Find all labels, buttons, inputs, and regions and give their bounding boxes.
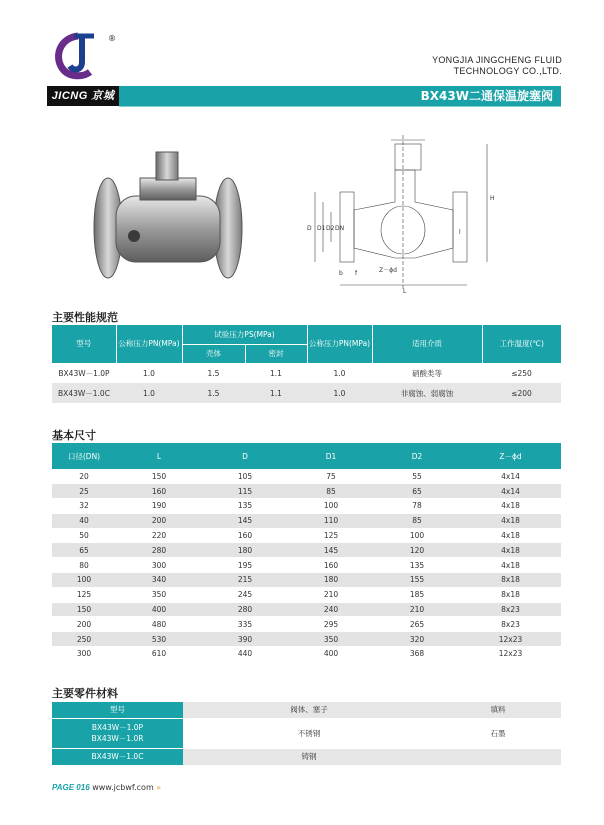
dims-cell: 265 — [374, 617, 460, 632]
dims-cell: 190 — [116, 499, 202, 514]
table-row: BX43W－1.0C 铸钢 — [52, 748, 561, 765]
table-row — [52, 587, 561, 602]
dims-cell: 180 — [288, 573, 374, 588]
dims-cell: 4x18 — [460, 543, 561, 558]
dims-cell: 32 — [52, 499, 116, 514]
dims-cell: 440 — [202, 647, 288, 662]
dims-cell: 4x14 — [460, 484, 561, 499]
dims-cell: 340 — [116, 573, 202, 588]
footer — [52, 783, 161, 792]
dims-cell: 400 — [288, 647, 374, 662]
dims-cell: 4x18 — [460, 558, 561, 573]
dims-cell: 400 — [116, 602, 202, 617]
table-row — [52, 573, 561, 588]
dims-cell: 115 — [202, 484, 288, 499]
dims-cell: 480 — [116, 617, 202, 632]
mat-h-pack: 填料 — [435, 702, 561, 718]
label-b: b — [339, 270, 343, 277]
dims-h-D: D — [202, 443, 288, 469]
table-row: BX43W－1.0P BX43W－1.0R 不锈钢 石墨 — [52, 718, 561, 748]
table-row — [52, 617, 561, 632]
spec-h-temp: 工作温度(℃) — [482, 325, 561, 363]
table-row — [52, 513, 561, 528]
dims-cell: 220 — [116, 528, 202, 543]
dims-cell: 250 — [52, 632, 116, 647]
table-row — [52, 602, 561, 617]
dims-cell: 4x18 — [460, 528, 561, 543]
website-url: www.jcbwf.com — [92, 783, 154, 792]
dims-h-L: L — [116, 443, 202, 469]
dims-cell: 245 — [202, 587, 288, 602]
dims-cell: 78 — [374, 499, 460, 514]
arrows-icon: » — [156, 783, 162, 792]
dims-cell: 180 — [202, 543, 288, 558]
table-row — [52, 499, 561, 514]
dims-cell: 65 — [374, 484, 460, 499]
spec-h-medium: 适用介质 — [372, 325, 482, 363]
company-line-2: TECHNOLOGY CO.,LTD. — [453, 66, 562, 76]
dims-cell: 300 — [52, 647, 116, 662]
dims-cell: 85 — [288, 484, 374, 499]
dims-cell: 300 — [116, 558, 202, 573]
label-z: Z－ϕd — [379, 267, 397, 274]
dims-cell: 8x23 — [460, 602, 561, 617]
company-name — [432, 55, 562, 77]
dims-cell: 65 — [52, 543, 116, 558]
dims-cell: 4x14 — [460, 469, 561, 484]
dims-cell: 8x18 — [460, 587, 561, 602]
dims-cell: 4x18 — [460, 513, 561, 528]
dims-cell: 100 — [374, 528, 460, 543]
spec-h-shell: 壳体 — [182, 344, 245, 363]
registered-mark: ® — [108, 34, 116, 43]
title-bar — [119, 86, 561, 106]
dims-cell: 335 — [202, 617, 288, 632]
table-row — [52, 632, 561, 647]
label-l: l — [459, 229, 461, 236]
dims-cell: 160 — [288, 558, 374, 573]
dims-h-dn: 口径(DN) — [52, 443, 116, 469]
label-L: L — [403, 288, 407, 295]
label-D: D — [307, 225, 312, 232]
company-line-1: YONGJIA JINGCHENG FLUID — [432, 55, 562, 65]
dims-h-z: Z－ϕd — [460, 443, 561, 469]
dims-cell: 160 — [116, 484, 202, 499]
dims-cell: 195 — [202, 558, 288, 573]
dims-cell: 210 — [374, 602, 460, 617]
materials-table — [52, 702, 561, 766]
label-H: H — [490, 195, 495, 202]
dims-cell: 8x23 — [460, 617, 561, 632]
dims-cell: 75 — [288, 469, 374, 484]
dims-cell: 40 — [52, 513, 116, 528]
spec-h-model: 型号 — [52, 325, 116, 363]
dims-cell: 4x18 — [460, 499, 561, 514]
table-row — [52, 558, 561, 573]
materials-title: 主要零件材料 — [52, 687, 118, 700]
dims-cell: 295 — [288, 617, 374, 632]
table-row — [52, 647, 561, 662]
table-row: BX43W－1.0P 1.0 1.5 1.1 1.0 硝酸类等 ≤250 — [58, 368, 532, 378]
dims-cell: 85 — [374, 513, 460, 528]
company-logo — [48, 32, 108, 82]
dims-cell: 390 — [202, 632, 288, 647]
dims-cell: 120 — [374, 543, 460, 558]
dims-cell: 100 — [288, 499, 374, 514]
dims-cell: 160 — [202, 528, 288, 543]
dims-cell: 20 — [52, 469, 116, 484]
page-number: PAGE 016 — [52, 783, 90, 792]
product-title: BX43W二通保温旋塞阀 — [420, 89, 553, 103]
dims-cell: 145 — [288, 543, 374, 558]
dims-h-D1: D1 — [288, 443, 374, 469]
spec-h-seal: 密封 — [245, 344, 307, 363]
dims-cell: 8x18 — [460, 573, 561, 588]
dims-cell: 12x23 — [460, 632, 561, 647]
dims-cell: 50 — [52, 528, 116, 543]
valve-photo — [88, 148, 248, 288]
table-row — [52, 484, 561, 499]
dims-title: 基本尺寸 — [52, 429, 96, 442]
dims-cell: 350 — [288, 632, 374, 647]
label-D2: D2 — [326, 225, 335, 232]
dims-cell: 320 — [374, 632, 460, 647]
dims-cell: 105 — [202, 469, 288, 484]
label-D1: D1 — [317, 225, 326, 232]
table-row — [52, 469, 561, 484]
dims-cell: 125 — [52, 587, 116, 602]
logo-band: JICNG 京城 — [47, 86, 119, 106]
dims-cell: 185 — [374, 587, 460, 602]
dims-cell: 350 — [116, 587, 202, 602]
dims-cell: 280 — [202, 602, 288, 617]
dims-cell: 210 — [288, 587, 374, 602]
dims-cell: 610 — [116, 647, 202, 662]
page-header — [0, 0, 604, 110]
spec-h-pn: 公称压力PN(MPa) — [116, 325, 182, 363]
table-row: BX43W－1.0C 1.0 1.5 1.1 1.0 非腐蚀、弱腐蚀 ≤200 — [52, 383, 561, 403]
dims-cell: 155 — [374, 573, 460, 588]
dims-cell: 200 — [52, 617, 116, 632]
dims-cell: 240 — [288, 602, 374, 617]
spec-table — [52, 325, 561, 403]
dims-cell: 125 — [288, 528, 374, 543]
label-DN: DN — [335, 225, 345, 232]
table-row — [52, 528, 561, 543]
dims-cell: 200 — [116, 513, 202, 528]
spec-h-pn2: 公称压力PN(MPa) — [307, 325, 372, 363]
section-drawing — [295, 130, 530, 295]
dims-cell: 55 — [374, 469, 460, 484]
dims-cell: 150 — [52, 602, 116, 617]
label-f: f — [355, 270, 358, 277]
dims-cell: 145 — [202, 513, 288, 528]
dims-table — [52, 443, 561, 662]
spec-h-test: 试验压力PS(MPa) — [182, 325, 307, 344]
dims-cell: 368 — [374, 647, 460, 662]
dims-cell: 135 — [202, 499, 288, 514]
table-row — [52, 543, 561, 558]
dims-h-D2: D2 — [374, 443, 460, 469]
dims-cell: 25 — [52, 484, 116, 499]
mat-h-model: 型号 — [52, 702, 183, 718]
dims-cell: 135 — [374, 558, 460, 573]
dims-cell: 110 — [288, 513, 374, 528]
dims-cell: 12x23 — [460, 647, 561, 662]
dims-cell: 150 — [116, 469, 202, 484]
spec-title: 主要性能规范 — [52, 311, 118, 324]
dims-cell: 100 — [52, 573, 116, 588]
dims-cell: 80 — [52, 558, 116, 573]
dims-cell: 530 — [116, 632, 202, 647]
title-underline — [119, 106, 561, 107]
mat-h-body: 阀体、塞子 — [183, 702, 435, 718]
dims-cell: 280 — [116, 543, 202, 558]
dims-cell: 215 — [202, 573, 288, 588]
